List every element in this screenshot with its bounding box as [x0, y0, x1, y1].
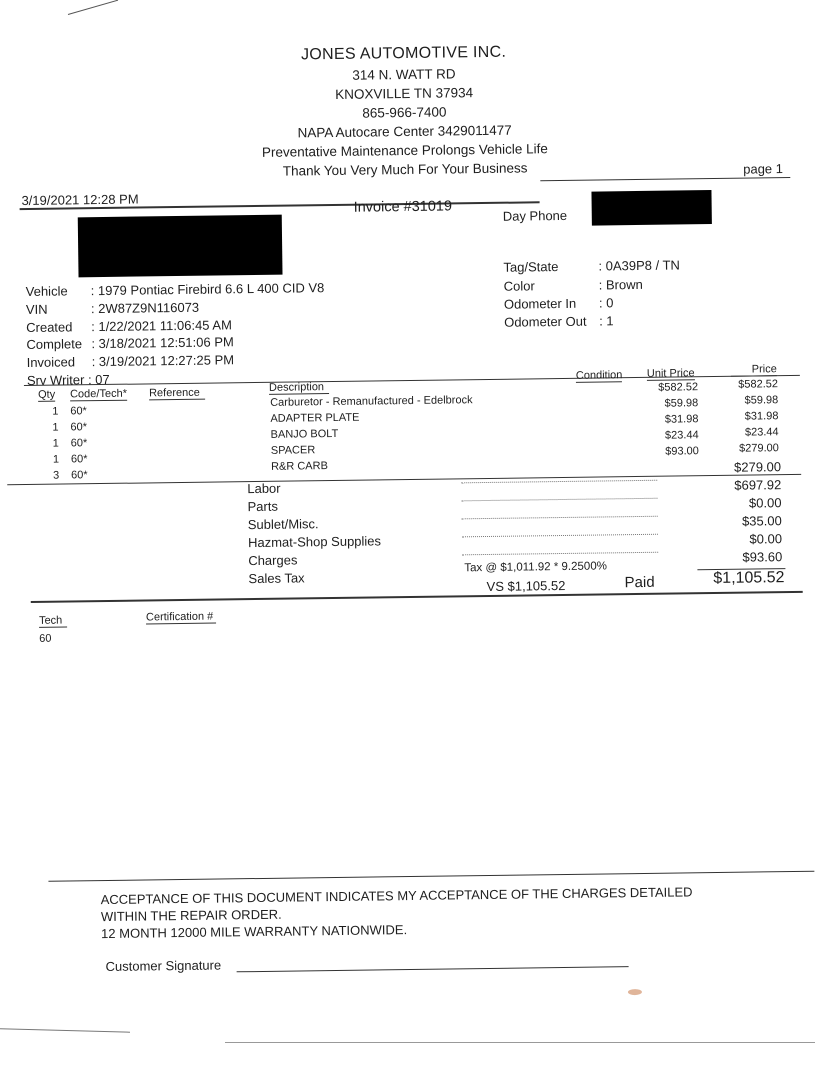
row-description: R&R CARB — [270, 460, 328, 473]
redacted-customer — [78, 215, 283, 278]
tech-label: Tech — [39, 614, 67, 627]
page-number: page 1 — [743, 161, 784, 177]
col-header-qty: Qty — [37, 388, 56, 401]
sublet-value: $0.00 — [748, 495, 782, 511]
row-price: $31.98 — [744, 410, 779, 423]
vehicle-value: : 1979 Pontiac Firebird 6.6 L 400 CID V8 — [90, 280, 325, 299]
sales-tax-value: $93.60 — [742, 549, 783, 565]
paid-label: Paid — [624, 573, 655, 592]
tech-value: 60 — [39, 632, 52, 645]
col-header-condition: Condition — [575, 369, 623, 382]
charges-value: $0.00 — [749, 531, 783, 547]
warranty-text: 12 MONTH 12000 MILE WARRANTY NATIONWIDE. — [101, 922, 408, 942]
row-qty: 3 — [53, 469, 60, 482]
odometer-in-label: Odometer In — [503, 295, 577, 312]
print-timestamp: 3/19/2021 12:28 PM — [21, 191, 139, 209]
row-price: $582.52 — [738, 378, 779, 391]
row-unit-price: $59.98 — [664, 397, 699, 410]
certification-label: Certification # — [146, 611, 216, 625]
dot-leader — [462, 508, 658, 520]
row-qty: 1 — [52, 405, 59, 418]
grand-total: $1,105.52 — [713, 569, 785, 588]
odometer-out-value: : 1 — [599, 313, 614, 329]
company-name: JONES AUTOMOTIVE INC. — [300, 43, 507, 64]
tag-state-label: Tag/State — [503, 259, 559, 275]
service-writer: Srv Writer : 07 — [26, 371, 110, 389]
thank-you: Thank You Very Much For Your Business — [282, 160, 528, 179]
row-code: 60* — [70, 421, 88, 434]
labor-label: Labor — [247, 480, 281, 497]
color-value: : Brown — [598, 276, 643, 293]
col-header-description: Description — [269, 381, 329, 395]
col-header-unit-price: Unit Price — [646, 367, 695, 380]
acceptance-line-2: WITHIN THE REPAIR ORDER. — [100, 906, 282, 925]
row-description: Carburetor - Remanufactured - Edelbrock — [270, 394, 473, 409]
sublet-label: Sublet/Misc. — [247, 516, 319, 533]
odometer-out-label: Odometer Out — [504, 313, 587, 330]
col-header-reference: Reference — [149, 387, 205, 401]
header-rule-right — [540, 177, 790, 181]
row-code: 60* — [70, 405, 87, 418]
tax-calculation: Tax @ $1,011.92 * 9.2500% — [464, 560, 607, 575]
hazmat-label: Hazmat-Shop Supplies — [247, 533, 382, 551]
vin-label: VIN — [25, 301, 48, 318]
slogan: Preventative Maintenance Prolongs Vehicle Life — [261, 141, 548, 160]
created-value: : 1/22/2021 11:06:45 AM — [91, 317, 232, 335]
col-header-price: Price — [731, 363, 777, 377]
company-address: 314 N. WATT RD — [352, 66, 456, 83]
acceptance-line-1: ACCEPTANCE OF THIS DOCUMENT INDICATES MY ACCEPTANCE OF THE CHARGES DETAILED — [100, 884, 693, 908]
row-price: $279.00 — [738, 442, 779, 455]
created-label: Created — [26, 319, 73, 336]
company-phone: 865-966-7400 — [362, 104, 447, 121]
vs-amount: VS $1,105.52 — [486, 577, 566, 595]
napa-center: NAPA Autocare Center 3429011477 — [297, 122, 512, 141]
customer-signature-label: Customer Signature — [105, 957, 222, 975]
row-qty: 1 — [52, 453, 60, 466]
row-unit-price: $582.52 — [658, 381, 699, 394]
row-unit-price: $31.98 — [664, 413, 699, 426]
dot-leader — [462, 544, 658, 556]
col-header-code: Code/Tech* — [69, 387, 128, 401]
row-price: $59.98 — [744, 394, 779, 407]
row-unit-price: $23.44 — [664, 429, 699, 442]
day-phone-label: Day Phone — [502, 207, 568, 224]
dot-leader — [461, 490, 657, 502]
parts-value: $697.92 — [734, 477, 782, 493]
company-city: KNOXVILLE TN 37934 — [335, 85, 474, 102]
invoiced-value: : 3/19/2021 12:27:25 PM — [91, 352, 235, 370]
row-description: ADAPTER PLATE — [270, 411, 360, 425]
row-price: $23.44 — [744, 426, 779, 439]
dot-leader — [461, 472, 657, 484]
invoice-number: Invoice #31019 — [353, 198, 453, 216]
footer-top-rule — [48, 871, 814, 882]
edge-mark — [225, 1042, 815, 1043]
tag-state-value: : 0A39P8 / TN — [598, 257, 680, 274]
totals-bottom-rule — [31, 591, 803, 603]
labor-value: $279.00 — [733, 459, 782, 475]
dot-leader — [462, 526, 658, 538]
parts-label: Parts — [247, 498, 278, 515]
invoiced-label: Invoiced — [26, 354, 76, 371]
row-code: 60* — [70, 453, 88, 466]
sales-tax-label: Sales Tax — [248, 570, 305, 587]
row-unit-price: $93.00 — [665, 445, 699, 458]
color-label: Color — [503, 278, 535, 294]
vin-value: : 2W87Z9N116073 — [90, 299, 200, 317]
odometer-in-value: : 0 — [598, 295, 614, 311]
table-bottom-rule — [7, 474, 801, 485]
redacted-phone — [591, 190, 711, 226]
row-description: SPACER — [270, 444, 316, 457]
signature-line — [237, 966, 629, 972]
complete-value: : 3/18/2021 12:51:06 PM — [91, 334, 234, 352]
complete-label: Complete — [26, 336, 83, 353]
hazmat-value: $35.00 — [741, 513, 782, 529]
smudge-mark — [628, 989, 642, 995]
row-code: 60* — [71, 469, 88, 482]
row-qty: 1 — [52, 421, 59, 434]
charges-label: Charges — [248, 552, 298, 569]
vehicle-label: Vehicle — [25, 283, 68, 300]
row-code: 60* — [70, 437, 88, 450]
row-description: BANJO BOLT — [270, 427, 339, 441]
row-qty: 1 — [52, 437, 59, 450]
